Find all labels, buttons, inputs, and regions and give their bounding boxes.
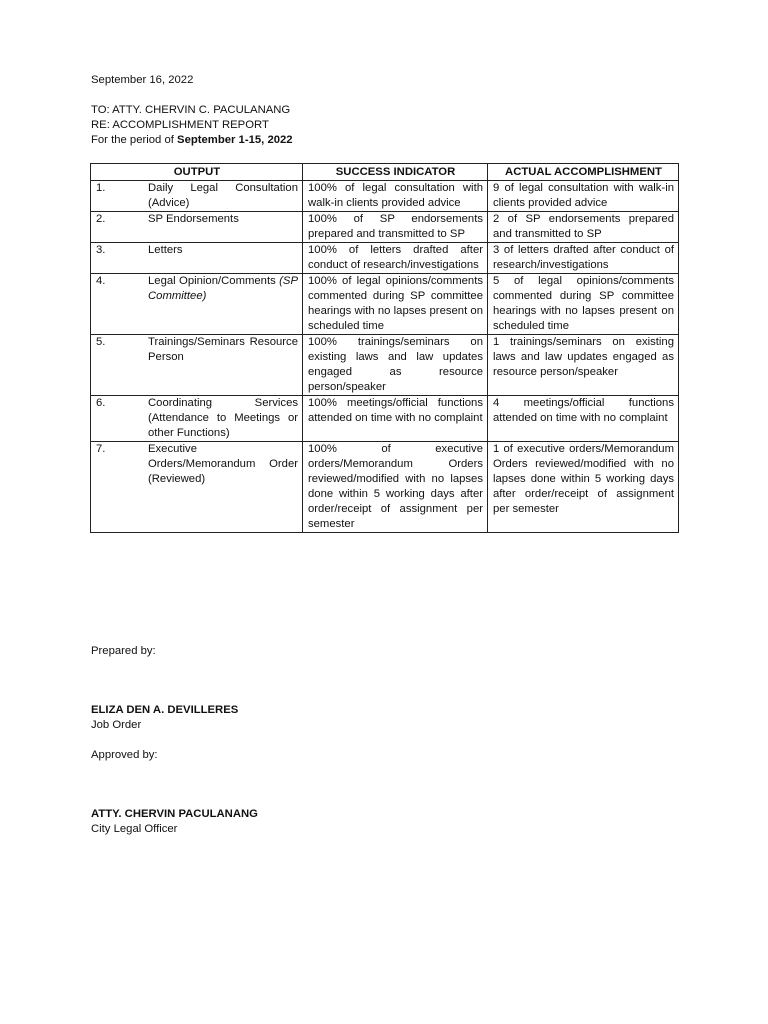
- accomplishment-cell: 4 meetings/official functions attended on time with no complaint: [488, 396, 679, 442]
- item-number: 6.: [96, 397, 106, 409]
- accomplishment-cell: 2 of SP endorsements prepared and transmitted to SP: [488, 212, 679, 243]
- prepared-by-label: Prepared by:: [91, 645, 156, 657]
- approver-title: City Legal Officer: [91, 823, 178, 835]
- column-header-output: OUTPUT: [91, 164, 303, 181]
- recipient-line: TO: ATTY. CHERVIN C. PACULANANG: [91, 104, 291, 116]
- output-text: SP Endorsements: [148, 213, 239, 225]
- output-cell: [91, 274, 303, 335]
- item-number: 7.: [96, 443, 106, 455]
- approved-by-label: Approved by:: [91, 749, 158, 761]
- table-row: [91, 243, 679, 274]
- output-text: Letters: [148, 244, 183, 256]
- item-number: 1.: [96, 182, 106, 194]
- table-header-row: [91, 164, 679, 181]
- output-cell: [91, 396, 303, 442]
- indicator-cell: 100% of SP endorsements prepared and transmitted to SP: [303, 212, 488, 243]
- output-cell: [91, 212, 303, 243]
- preparer-title: Job Order: [91, 719, 142, 731]
- output-text: Executive Orders/Memorandum Order (Reviewed): [148, 443, 298, 485]
- accomplishment-cell: 1 trainings/seminars on existing laws and law updates engaged as resource person/speaker: [488, 335, 679, 396]
- indicator-cell: 100% of letters drafted after conduct of research/investigations: [303, 243, 488, 274]
- table-row: [91, 396, 679, 442]
- output-text-main: Legal Opinion/Comments: [148, 275, 280, 287]
- item-number: 3.: [96, 244, 106, 256]
- output-cell: [91, 335, 303, 396]
- output-cell: [91, 181, 303, 212]
- item-number: 5.: [96, 336, 106, 348]
- table-row: [91, 274, 679, 335]
- period-line: [91, 133, 293, 148]
- table-row: [91, 335, 679, 396]
- period-prefix: For the period of: [91, 134, 178, 146]
- table-row: [91, 212, 679, 243]
- output-cell: [91, 442, 303, 533]
- column-header-success-indicator: SUCCESS INDICATOR: [303, 164, 488, 181]
- accomplishment-cell: 9 of legal consultation with walk-in clients provided advice: [488, 181, 679, 212]
- period-dates: September 1-15, 2022: [177, 134, 293, 146]
- preparer-name: ELIZA DEN A. DEVILLERES: [91, 704, 239, 716]
- accomplishment-cell: 5 of legal opinions/comments commented during SP committee hearings with no lapses present on scheduled time: [488, 274, 679, 335]
- indicator-cell: 100% meetings/official functions attended on time with no complaint: [303, 396, 488, 442]
- accomplishment-cell: 1 of executive orders/Memorandum Orders reviewed/modified with no lapses done within 5 working days after order/receipt of assignment per semester: [488, 442, 679, 533]
- column-header-actual-accomplishment: ACTUAL ACCOMPLISHMENT: [488, 164, 679, 181]
- indicator-cell: 100% trainings/seminars on existing laws and law updates engaged as resource person/speaker: [303, 335, 488, 396]
- accomplishment-cell: 3 of letters drafted after conduct of research/investigations: [488, 243, 679, 274]
- indicator-cell: 100% of legal opinions/comments commented during SP committee hearings with no lapses present on scheduled time: [303, 274, 488, 335]
- table-row: [91, 442, 679, 533]
- letter-date: September 16, 2022: [91, 74, 194, 86]
- output-text: Daily Legal Consultation (Advice): [148, 182, 298, 209]
- indicator-cell: 100% of legal consultation with walk-in clients provided advice: [303, 181, 488, 212]
- output-text: Coordinating Services (Attendance to Meetings or other Functions): [148, 397, 298, 439]
- accomplishment-table: [90, 163, 679, 533]
- item-number: 2.: [96, 213, 106, 225]
- indicator-cell: 100% of executive orders/Memorandum Orders reviewed/modified with no lapses done within 5 working days after order/receipt of assignment per semester: [303, 442, 488, 533]
- item-number: 4.: [96, 275, 106, 287]
- output-text-italic: (SP Committee): [148, 275, 298, 302]
- approver-name: ATTY. CHERVIN PACULANANG: [91, 808, 258, 820]
- subject-line: RE: ACCOMPLISHMENT REPORT: [91, 119, 269, 131]
- output-cell: [91, 243, 303, 274]
- table-row: [91, 181, 679, 212]
- output-text: Trainings/Seminars Resource Person: [148, 336, 298, 363]
- output-text: [148, 274, 298, 304]
